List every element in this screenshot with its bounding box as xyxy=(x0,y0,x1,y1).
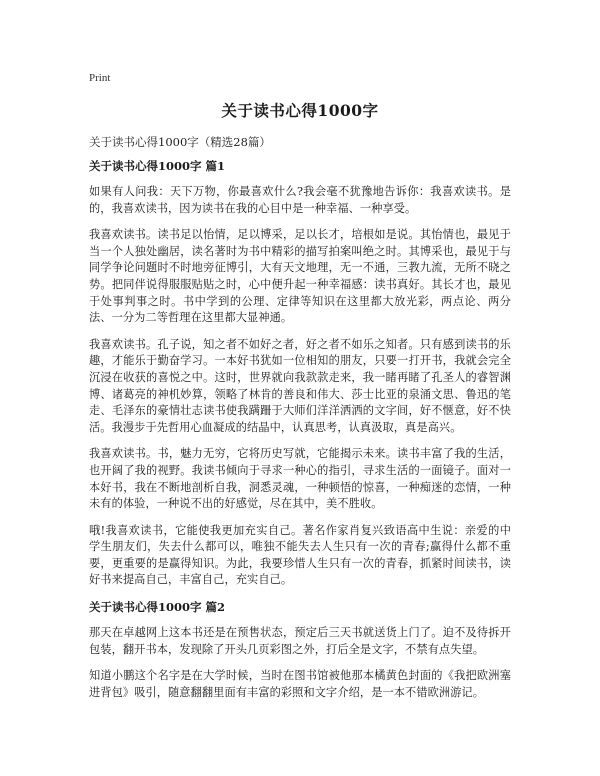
paragraph: 我喜欢读书。读书足以怡情，足以博采，足以长才，培根如是说。其怡情也，最见于当一个人独处幽居，读名著时为书中精彩的描写拍案叫绝之时。其博采也，最见于与同学争论问题时不时地旁征博引，大有天文地理，无一不通，三教九流，无所不晓之势。把同伴说得服服贴贴之时，心中便升起一种幸福感：读书真好。其长才也，最见于处事判事之时。书中学到的公理、定律等知识在这里都大放光彩，两点论、两分法、一分为二等哲理在这里都大显神通。 xyxy=(89,228,511,325)
paragraph: 知道小鹏这个名字是在大学时候，当时在图书馆被他那本橘黄色封面的《我把欧洲塞进背包》吸引，随意翻翻里面有丰富的彩照和文字介绍，是一本不错欧洲游记。 xyxy=(89,669,511,699)
paragraph: 哦!我喜欢读书，它能使我更加充实自己。著名作家肖复兴致语高中生说：亲爱的中学生朋友们，失去什么都可以，唯独不能失去人生只有一次的青春;赢得什么都不重要，更重要的是赢得知识。为此，我要珍惜人生只有一次的青春，抓紧时间读书，读好书来提高自己，丰富自己，充实自己。 xyxy=(89,523,511,587)
paragraph: 我喜欢读书。孔子说，知之者不如好之者，好之者不如乐之知者。只有感到读书的乐趣，才能乐于勤奋学习。一本好书犹如一位相知的朋友，只要一打开书，我就会完全沉浸在收获的喜悦之中。这时，世界就向我款款走来，我一睹再睹了孔圣人的睿智渊博、诸葛亮的神机妙算，领略了林肯的善良和伟大、莎士比亚的泉涌文思、鲁迅的笔走、毛泽东的豪情壮志读书使我蹒跚于大师们洋洋洒洒的文字间，好不惬意，好不快活。我漫步于先哲用心血凝成的结晶中，认真思考，认真汲取，真是高兴。 xyxy=(89,337,511,434)
paragraph: 如果有人问我：天下万物，你最喜欢什么?我会毫不犹豫地告诉你：我喜欢读书。是的，我喜欢读书，因为读书在我的心目中是一种幸福、一种享受。 xyxy=(89,185,511,215)
paragraph: 我喜欢读书。书，魅力无穷，它将历史写就，它能揭示未来。读书丰富了我的生活，也开阔了我的视野。我读书倾向于寻求一种心的指引，寻求生活的一面镜子。面对一本好书，我在不断地剖析自我，洞悉灵魂，一种顿悟的惊喜，一种痴迷的恋情，一种未有的体验，一种说不出的好感觉，尽在其中，美不胜收。 xyxy=(89,447,511,511)
section-heading-1: 关于读书心得1000字 篇1 xyxy=(89,159,226,173)
document-body xyxy=(89,158,511,711)
paragraph: 那天在卓越网上这本书还是在预售状态，预定后三天书就送货上门了。迫不及待拆开包装，翻开书本，发现除了开头几页彩图之外，打后全是文字，不禁有点失望。 xyxy=(89,626,511,656)
print-label: Print xyxy=(89,72,111,84)
section-heading-2: 关于读书心得1000字 篇2 xyxy=(89,600,226,615)
document-subtitle: 关于读书心得1000字（精选28篇） xyxy=(89,135,271,149)
document-title: 关于读书心得1000字 xyxy=(221,101,379,120)
